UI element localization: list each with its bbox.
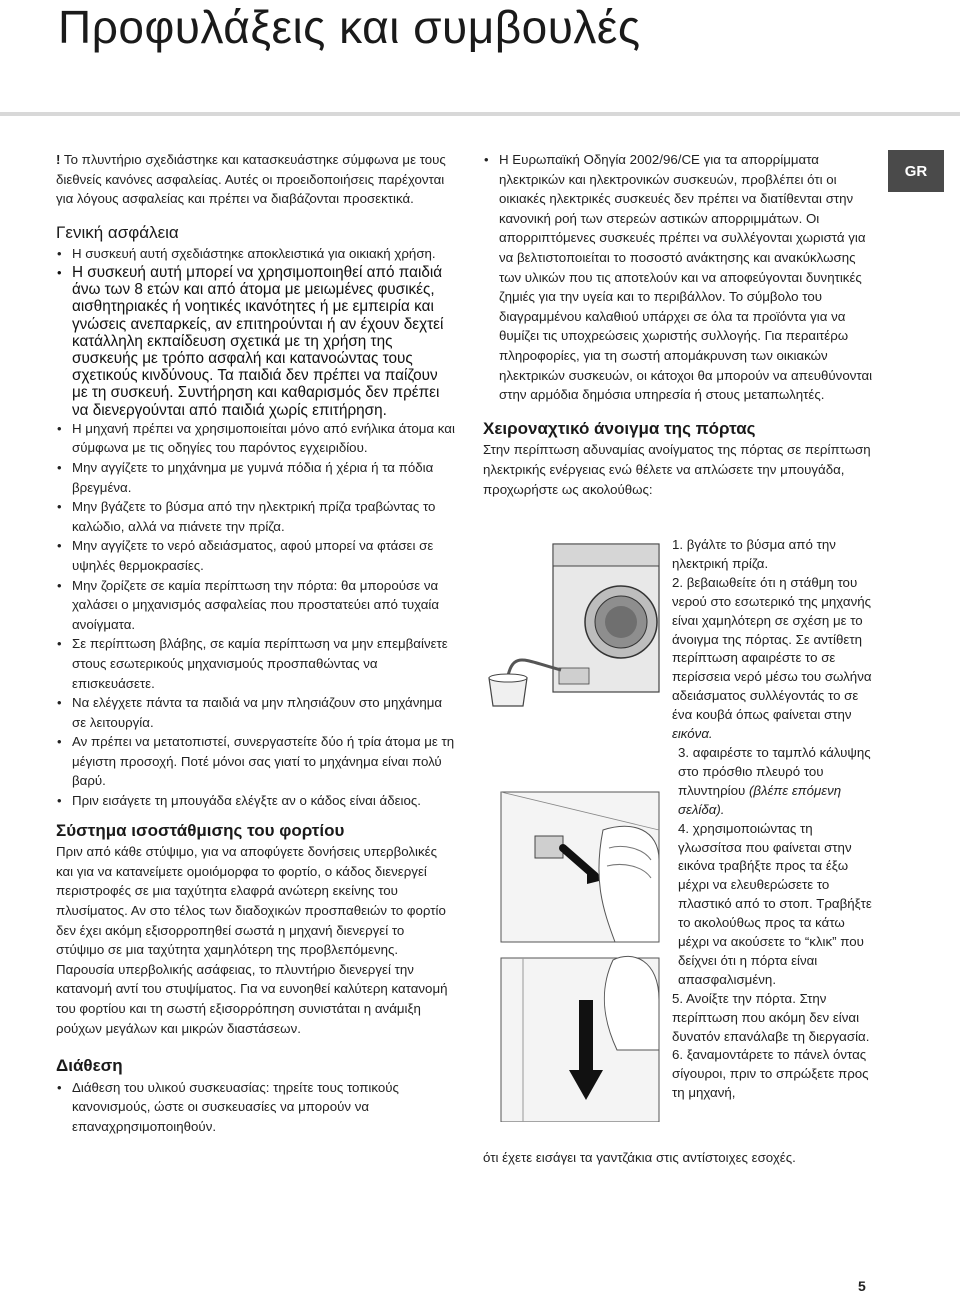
header-rule <box>0 112 960 116</box>
balance-heading: Σύστημα ισοστάθμισης του φορτίου <box>56 820 345 840</box>
step-6: 6. ξαναμοντάρετε το πάνελ όντας σίγουροι, πριν το σπρώξετε προς τη μηχανή, <box>672 1047 869 1101</box>
page-title: Προφυλάξεις και συμβουλές <box>58 1 641 53</box>
list-item: • Η Ευρωπαϊκή Οδηγία 2002/96/CE για τα απορρίμματα ηλεκτρικών και ηλεκτρονικών συσκευών, προβλέπει ότι οι οικιακές ηλεκτρικές συσκευές δεν πρέπει να διατίθενται στην κανονική ροή των στερεών αστικών απορριμμάτων. Οι απορριπτόμενες συσκευές πρέπει να συλλέγονται χωριστά για να βελτιστοποιείται το ποσοστό ανάκτησης και ανακύκλωσης των υλικών που τις αποτελούν και να αποφεύγονται δυνητικές ζημιές για την υγεία και το περιβάλλον. Το σύμβολο του διαγραμμένου καλαθιού υπάρχει σε όλα τα προϊόντα για να θυμίζει τις υποχρεώσεις χωριστής συλλογής. Για περαιτέρω πληροφορίες, για τη σωστή απομάκρυνση των οικιακών ηλεκτρικών συσκευών, οι κάτοχοι θα μπορούν να απευθύνονται στην αρμόδια δημόσια υπηρεσία ή στους μεταπωλητές. <box>484 152 873 403</box>
list-item: • Διάθεση του υλικού συσκευασίας: τηρείτε τους τοπικούς κανονισμούς, ώστε οι συσκευασίες να μπορούν να επαναχρησιμοποιηθούν. <box>57 1079 399 1134</box>
right-column <box>483 150 878 499</box>
disposal-heading: Διάθεση <box>56 1056 123 1076</box>
step-5: 5. Ανοίξτε την πόρτα. Στην περίπτωση που ακόμη δεν είναι δυνατόν επανάλαβε τη διεργασία. <box>672 990 870 1044</box>
step-4: 4. χρησιμοποιώντας τη γλωσσίτσα που φαίνεται στην εικόνα τραβήξτε προς τα έξω μέχρι να ελευθερώσετε το πλαστικό από το στοπ. Τραβήξτε το ακολούθως προς τα κάτω μέχρι να ακούσετε το “κλικ” που δείχνει ότι η πόρτα είναι απασφαλισμένη. <box>678 820 872 987</box>
list-item: • Πριν εισάγετε τη μπουγάδα ελέγξτε αν ο κάδος είναι άδειος. <box>57 793 421 809</box>
manual-door-heading: Χειροναχτικό άνοιγμα της πόρτας <box>483 418 756 438</box>
language-badge: GR <box>888 150 944 192</box>
weee-list <box>483 150 873 405</box>
list-item: • Η συσκευή αυτή μπορεί να χρησιμοποιηθεί από παιδιά άνω των 8 ετών και από άτομα με μειωμένες φυσικές, αισθητηριακές ή νοητικές ικανότητες ή με εμπειρία και γνώσεις ανεπαρκείς, αν επιτηρούνται ή αν έχουν δεχτεί κατάλληλη εκπαίδευση σχετικά με τη χρήση της συσκευής με τρόπο ασφαλή και κατανοώντας τους σχετικούς κινδύνους. Τα παιδιά δεν πρέπει να παίζουν με τη συσκευή. Συντήρηση και καθαρισμός δεν πρέπει να διενεργούνται από παιδιά χωρίς επιτήρηση. <box>57 263 444 419</box>
disposal-list <box>56 1078 456 1137</box>
step-3: 3. αφαιρέστε το ταμπλό κάλυψης στο πρόσθιο πλευρό του πλυντηρίου (βλέπε επόμενη σελίδα). <box>678 744 871 817</box>
list-item: • Σε περίπτωση βλάβης, σε καμία περίπτωση να μην επεμβαίνετε στους εσωτερικούς μηχανισμούς προσπαθώντας να επισκευάσετε. <box>57 636 448 691</box>
manual-door-intro: Στην περίπτωση αδυναμίας ανοίγματος της πόρτας σε περίπτωση ηλεκτρικής ενέργειας ενώ θέλετε να απλώσετε την μπουγάδα, προχωρήστε ως ακολούθως: <box>483 442 871 497</box>
washing-machine-drawing <box>483 530 665 1122</box>
general-safety-list <box>56 244 456 810</box>
general-safety-heading: Γενική ασφάλεια <box>56 222 179 242</box>
list-item: • Μην αγγίζετε το νερό αδειάσματος, αφού μπορεί να φτάσει σε υψηλές θερμοκρασίες. <box>57 538 434 573</box>
step-6-continuation: ότι έχετε εισάγει τα γαντζάκια στις αντίστοιχες εσοχές. <box>483 1150 796 1165</box>
page-number: 5 <box>858 1278 866 1294</box>
warning-mark: ! <box>56 152 61 167</box>
manual-steps <box>672 536 878 1103</box>
list-item: • Αν πρέπει να μετατοπιστεί, συνεργαστείτε δύο ή τρία άτομα με τη μέγιστη προσοχή. Ποτέ μόνοι σας γιατί το μηχάνημα είναι πολύ βαρύ. <box>57 734 455 789</box>
list-item: • Μην ζορίζετε σε καμία περίπτωση την πόρτα: θα μπορούσε να χαλάσει ο μηχανισμός ασφαλείας που προστατεύει από τυχαία ανοίγματα. <box>57 577 440 632</box>
door-opening-illustration <box>483 530 665 1122</box>
step-2: 2. βεβαιωθείτε ότι η στάθμη του νερού στο εσωτερικό της μηχανής είναι χαμηλότερη σε σχέση με το άνοιγμα της πόρτας. Σε αντίθετη περίπτωση αφαιρέστε το σε περίσσεια νερό μέσω του σωλήνα αδειάσματος συλλέγοντάς το σε ένα κουβά όπως φαίνεται στην εικόνα. <box>672 574 872 742</box>
step-1: 1. βγάλτε το βύσμα από την ηλεκτρική πρίζα. <box>672 537 836 571</box>
intro-text: Το πλυντήριο σχεδιάστηκε και κατασκευάστηκε σύμφωνα με τους διεθνείς κανόνες ασφαλείας. Αυτές οι προειδοποιήσεις παρέχονται για λόγους ασφαλείας και πρέπει να διαβάζονται προσεκτικά. <box>56 152 446 207</box>
list-item: • Μην βγάζετε το βύσμα από την ηλεκτρική πρίζα τραβώντας το καλώδιο, αλλά να πιάνετε την πρίζα. <box>57 499 436 534</box>
list-item: • Η μηχανή πρέπει να χρησιμοποιείται μόνο από ενήλικα άτομα και σύμφωνα με τις οδηγίες του παρόντος εγχειριδίου. <box>57 420 455 456</box>
list-item: • Να ελέγχετε πάντα τα παιδιά να μην πλησιάζουν στο μηχάνημα σε λειτουργία. <box>57 695 443 730</box>
intro-paragraph <box>56 150 456 209</box>
list-item: • Μην αγγίζετε το μηχάνημα με γυμνά πόδια ή χέρια ή τα πόδια βρεγμένα. <box>57 459 434 495</box>
list-item: • Η συσκευή αυτή σχεδιάστηκε αποκλειστικά για οικιακή χρήση. <box>57 246 436 262</box>
left-column <box>56 150 456 1137</box>
balance-text: Πριν από κάθε στύψιμο, για να αποφύγετε δονήσεις υπερβολικές και για να κατανείμετε ομοιόμορφα το φορτίο, ο κάδος διενεργεί περιστροφές σε μια ταχύτητα ελαφρά ανώτερη εκείνης του πλυσίματος. Αν στο τέλος των διαδοχικών προσπαθειών το φορτίο δεν έχει ακόμη εξισορροπηθεί σωστά η μηχανή διενεργεί το στύψιμο σε μια ταχύτητα χαμηλότερη της προβλεπόμενης. Παρουσία υπερβολικής ασάφειας, το πλυντήριο διενεργεί την κατανομή αντί του στυψίματος. Για να ευνοηθεί καλύτερη κατανομή του φορτίου και τη σωστή εξισορρόπηση συνιστάται η ανάμιξη ρούχων μεγάλων και μικρών διαστάσεων. <box>56 844 448 1036</box>
